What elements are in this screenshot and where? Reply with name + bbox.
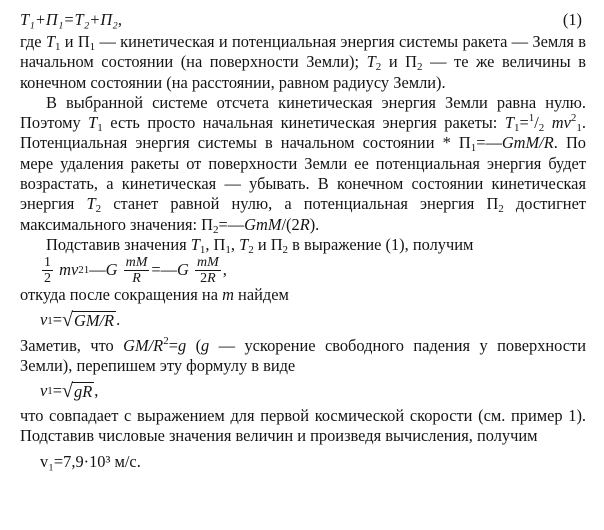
equation-velocity-gm: v 1 = √ GM/R . [40, 309, 121, 332]
equation-velocity-gr: v 1 = √ gR , [40, 380, 99, 402]
equation-1-formula: T₁+П₁=T₂+П₂, [20, 10, 122, 29]
equation-1 [20, 8, 586, 32]
equation-result [20, 447, 586, 477]
equation-energy-balance: $\frac{1}{2}$ mv 2 1 — G $\frac{mM}{R}$ =— G $\frac{mM}{2R}$ , [44, 254, 227, 286]
equation-1-number: (1) [562, 10, 582, 29]
paragraph-gravity: Заметив, что $GM/R^2=g$ (g — ускорение свободного падения у поверхности Земли), перепишем эту формулу в виде [20, 334, 586, 375]
paragraph-substitute: Подставив значения $T_1$, $П_1$, $T_2$ и $П_2$ в выражение (1), получим [46, 234, 474, 256]
paragraph-conclusion: что совпадает с выражением для первой космической скорости (см. пример 1). Подставив числовые значения величин и произведя вычисления, получим [20, 406, 586, 446]
paragraph-reduce: откуда после сокращения на m найдем [20, 285, 289, 305]
result-value: v₁=7,9·10³ м/с. [40, 451, 141, 471]
document-page [20, 8, 586, 477]
paragraph-energy: В выбранной системе отсчета кинетическая энергия Земли равна нулю. Поэтому $T_1$ есть просто начальная кинетическая энергия ракеты: $T_1=^1/_2$ $mv^2_1$. Потенциальная энергия системы в начальном состоянии * $П_1=—GmM/R$. По мере удаления ракеты от поверхности Земли ее потенциальная энергия будет возрастать, а кинетическая — убывать. В конечном состоянии кинетическая энергия $T_2$ станет равной нулю, а потенциальная энергия $П_2$ достигнет максимального значения: $П_2=—GmM/(2R)$. [20, 92, 587, 236]
paragraph-definitions: где $T_1$ и $П_1$ — кинетическая и потенциальная энергия системы ракета — Земля в начальном состоянии (на поверхности Земли); $T_2$ и $П_2$ — те же величины в конечном состоянии (на расстоянии, равном радиусу Земли). [20, 32, 586, 92]
